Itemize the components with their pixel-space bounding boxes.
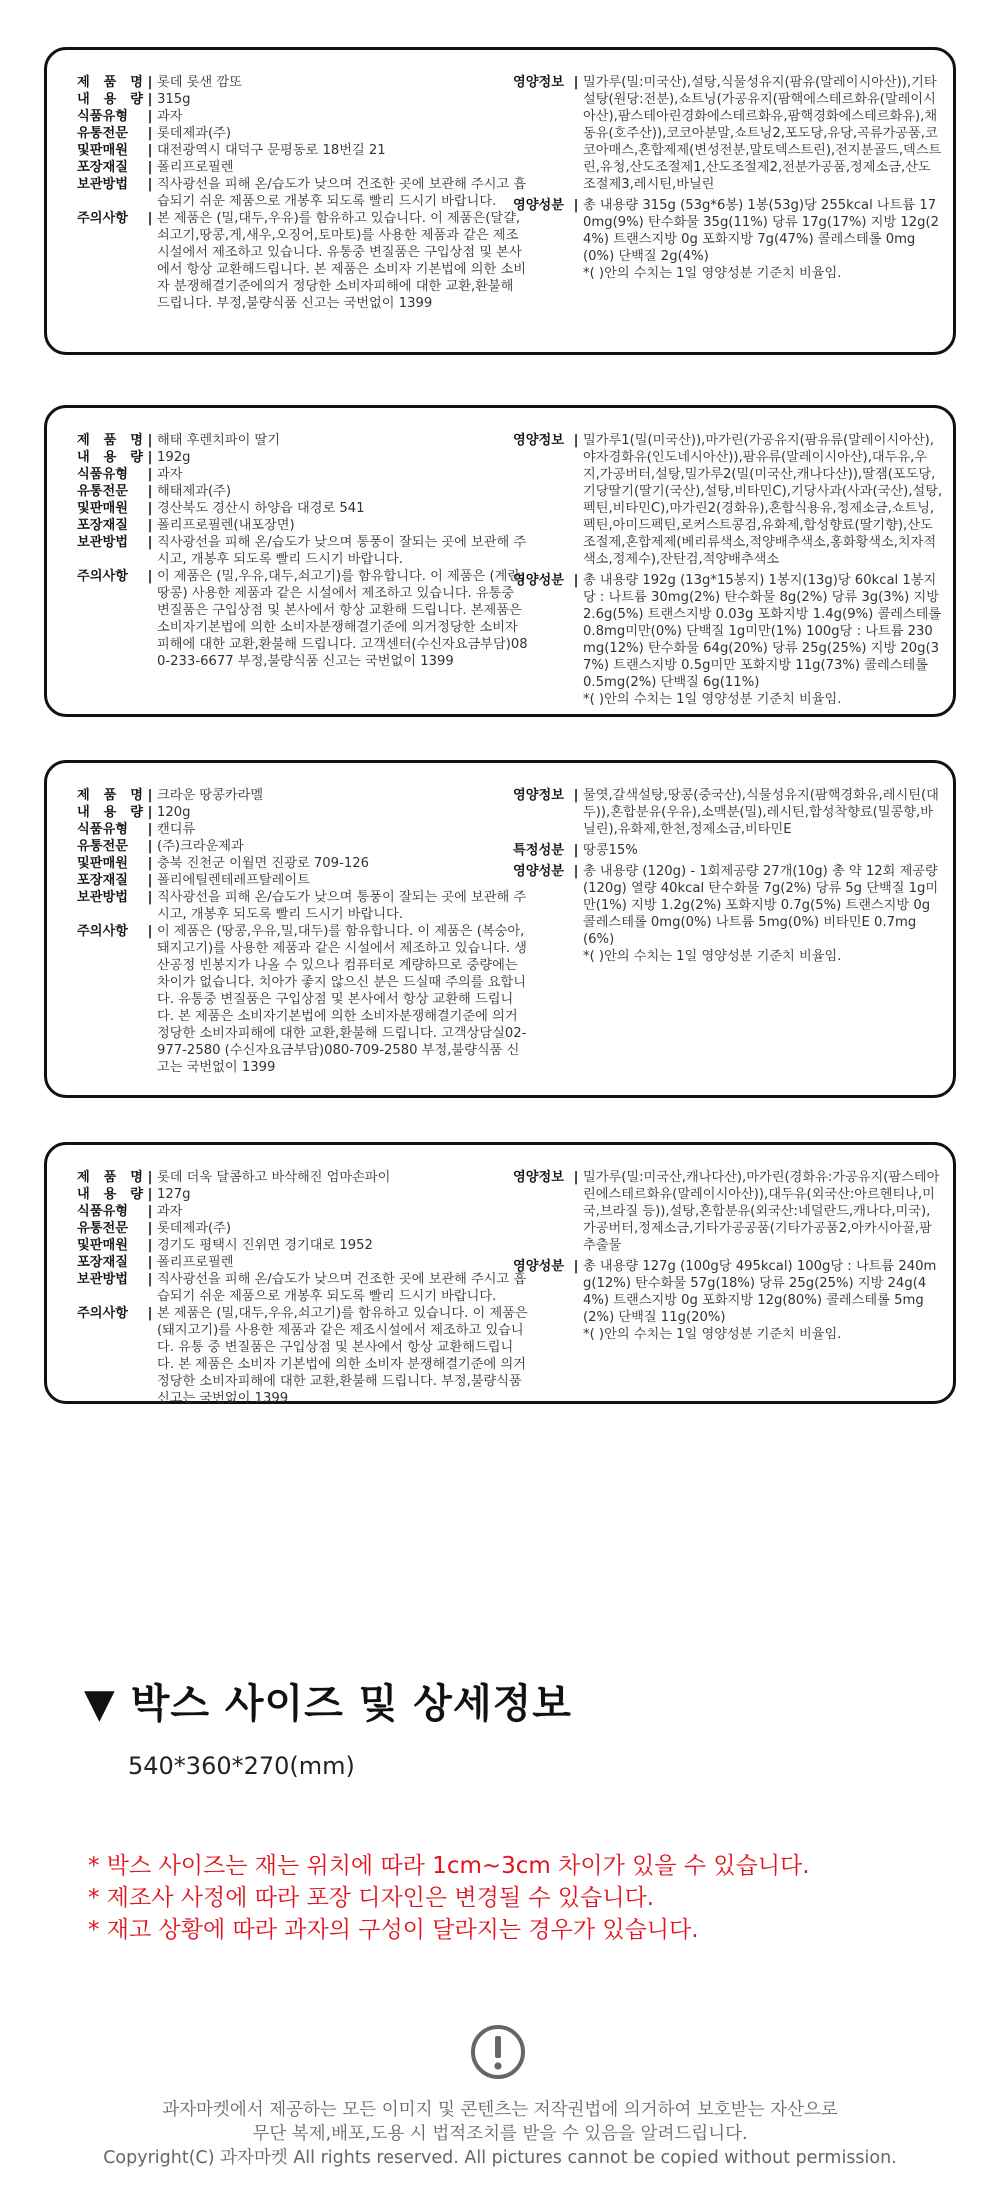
- info-value: 본 제품은 (밀,대두,우유,쇠고기)를 함유하고 있습니다. 이 제품은 (돼지고기)를 사용한 제품과 같은 제조시설에서 제조하고 있습니다. 유통 중 변질품은 구입상점 및 본사에서 항상 교환해드립니다. 본 제품은 소비자 기본법에 의한 소비자 분쟁해결기준에 의거 정당한 소비자피해에 대한 교환,환불해 드립니다. 부정,불량식품신고는 국번없이 1399: [157, 1306, 528, 1406]
- info-row: [77, 889, 529, 923]
- info-label: 주의사항: [77, 1306, 128, 1321]
- info-row: [513, 265, 943, 282]
- info-row: [77, 210, 529, 312]
- info-label: 제 품 명: [77, 75, 143, 90]
- info-row: [77, 517, 529, 534]
- label-divider: [569, 1326, 583, 1343]
- info-value: 127g: [157, 1187, 191, 1202]
- info-row: [77, 500, 529, 517]
- info-label: 식품유형: [77, 822, 128, 837]
- info-value: 대전광역시 대덕구 문평동로 18번길 21: [157, 143, 386, 158]
- info-label: 주의사항: [77, 924, 128, 939]
- info-row: [77, 108, 529, 125]
- info-label: 보관방법: [77, 890, 128, 905]
- label-divider: |: [147, 856, 153, 871]
- info-value: 과자: [157, 1204, 183, 1219]
- info-value: 본 제품은 (밀,대두,우유)를 함유하고 있습니다. 이 제품은(달걀,쇠고기,땅콩,게,새우,오징어,토마토)를 사용한 제품과 같은 제조시설에서 제조하고 있습니다. 유통중 변질품은 구입상점 및 본사에서 항상 교환해드립니다. 본 제품은 소비자 기본법에 의한 소비자 분쟁해결기준에의거 정당한 소비자피해에 대한 교환,환불해 드립니다. 부정,불량식품 신고는 국번없이 1399: [157, 211, 526, 311]
- copyright-line: 과자마켓에서 제공하는 모든 이미지 및 콘텐츠는 저작권법에 의거하여 보호받는 자산으로: [162, 2100, 838, 2120]
- label-divider: |: [147, 535, 153, 550]
- label-divider: |: [147, 839, 153, 854]
- info-value: 이 제품은 (땅콩,우유,밀,대두)를 함유합니다. 이 제품은 (복숭아,돼지고기)를 사용한 제품과 같은 시설에서 제조하고 있습니다. 생산공정 빈봉지가 나올 수 있으나 컴퓨터로 계량하므로 중량에는 차이가 없습니다. 치아가 좋지 않으신 분은 드실때 주의를 요합니다. 유통중 변질품은 구입상점 및 본사에서 항상 교환해 드립니다. 본 제품은 소비자기본법에 의한 소비자분쟁해결기준에 의거 정당한 소비자피해에 대한 교환,환불해 드립니다. 고객상담실02-977-2580 (수신자요금부담)080-709-2580 부정,불량식품 신고는 국번없이 1399: [157, 924, 527, 1075]
- info-label: 제 품 명: [77, 788, 143, 803]
- info-value: 밀가루(밀:미국산,캐나다산),마가린(경화유:가공유지(팜스테아린에스테르화유(말레이시아산)),대두유(외국산:아르헨티나,미국,브라질 등)),설탕,혼합분유(외국산:네덜란드,캐나다,미국),가공버터,정제소금,기타가공공품(기타가공품2,아카시아꿀,팜추출물: [583, 1170, 940, 1253]
- label-divider: |: [573, 843, 579, 858]
- info-label: 영양정보: [513, 433, 564, 448]
- label-divider: |: [147, 1306, 153, 1321]
- info-label: 내 용 량: [77, 92, 143, 107]
- info-label: 포장재질: [77, 160, 128, 175]
- label-divider: |: [147, 1204, 153, 1219]
- info-row: [77, 872, 529, 889]
- notice-list: [88, 1850, 810, 1946]
- info-value: 192g: [157, 450, 191, 465]
- label-divider: |: [573, 1259, 579, 1274]
- info-value: 폴리프로필렌: [157, 160, 234, 175]
- label-divider: |: [147, 1238, 153, 1253]
- info-label: 및판매원: [77, 143, 128, 158]
- info-label: [513, 948, 569, 965]
- label-divider: |: [147, 518, 153, 533]
- notice-item: * 박스 사이즈는 재는 위치에 따라 1cm~3cm 차이가 있을 수 있습니다.: [88, 1853, 810, 1879]
- label-divider: [569, 691, 583, 708]
- product-info-column: [77, 74, 529, 312]
- label-divider: |: [147, 160, 153, 175]
- info-value: *( )안의 수치는 1일 영양성분 기준치 비율임.: [583, 266, 842, 281]
- info-row: [77, 1271, 529, 1305]
- info-row: [513, 197, 943, 265]
- nutrition-info-column: [513, 787, 943, 965]
- label-divider: |: [573, 788, 579, 803]
- info-row: [513, 948, 943, 965]
- box-size-value: 540*360*270(mm): [128, 1752, 355, 1780]
- info-value: 315g: [157, 92, 191, 107]
- info-label: 및판매원: [77, 501, 128, 516]
- info-label: 보관방법: [77, 535, 128, 550]
- label-divider: |: [147, 177, 153, 192]
- label-divider: |: [147, 569, 153, 584]
- info-value: 과자: [157, 109, 183, 124]
- info-value: 캔디류: [157, 822, 196, 837]
- info-row: [77, 74, 529, 91]
- info-row: [77, 568, 529, 670]
- info-value: 총 내용량 192g (13g*15봉지) 1봉지(13g)당 60kcal 1봉지당 : 나트륨 30mg(2%) 탄수화물 8g(2%) 당류 3g(3%) 지방 2.6g(5%) 트랜스지방 0.03g 포화지방 1.4g(9%) 콜레스테롤 0.8mg미만(0%) 단백질 1g미만(1%) 100g당 : 나트륨 230mg(12%) 탄수화물 64g(20%) 당류 25g(25%) 지방 20g(37%) 트랜스지방 0.5g미만 포화지방 11g(73%) 콜레스테롤 0.5mg(2%) 단백질 6g(11%): [583, 573, 942, 690]
- info-value: 총 내용량 127g (100g당 495kcal) 100g당 : 나트륨 240mg(12%) 탄수화물 57g(18%) 당류 25g(25%) 지방 24g(44%) 트랜스지방 0g 포화지방 12g(80%) 콜레스테롤 5mg(2%) 단백질 11g(20%): [583, 1259, 937, 1325]
- info-row: [77, 821, 529, 838]
- info-value: 직사광선을 피해 온/습도가 낮으며 통풍이 잘되는 곳에 보관해 주시고, 개봉후 되도록 빨리 드시기 바랍니다.: [157, 535, 527, 567]
- copyright-notice: [0, 2098, 1000, 2170]
- info-row: [513, 572, 943, 691]
- info-label: 포장재질: [77, 518, 128, 533]
- nutrition-info-column: [513, 432, 943, 708]
- info-value: 밀가루(밀:미국산),설탕,식물성유지(팜유(말레이시아산)),기타설탕(원당:전분),쇼트닝(가공유지(팜핵에스테르화유(말레이시아산),팜스테아린경화에스테르화유,팜핵경화에스테르화유),채동유(호주산)),코코아분말,쇼트닝2,포도당,유당,곡류가공품,코코아매스,혼합제제(변성전분,말토덱스트린),전지분골드,덱스트린,유청,산도조절제1,산도조절제2,전분가공품,정제소금,산도조절제3,레시틴,바닐린: [583, 75, 942, 192]
- info-value: *( )안의 수치는 1일 영양성분 기준치 비율임.: [583, 949, 842, 964]
- info-value: 직사광선을 피해 온/습도가 낮으며 통풍이 잘되는 곳에 보관해 주시고, 개봉후 되도록 빨리 드시기 바랍니다.: [157, 890, 527, 922]
- label-divider: |: [147, 805, 153, 820]
- info-row: [77, 804, 529, 821]
- label-divider: [569, 265, 583, 282]
- label-divider: |: [147, 484, 153, 499]
- info-row: [77, 91, 529, 108]
- info-row: [77, 1237, 529, 1254]
- info-label: 식품유형: [77, 109, 128, 124]
- info-row: [77, 125, 529, 142]
- info-row: [513, 1169, 943, 1254]
- info-value: 해태제과(주): [157, 484, 231, 499]
- label-divider: |: [147, 211, 153, 226]
- info-label: 영양정보: [513, 1170, 564, 1185]
- label-divider: |: [147, 92, 153, 107]
- info-row: [77, 432, 529, 449]
- box-size-section-title: ▼ 박스 사이즈 및 상세정보: [84, 1681, 572, 1727]
- info-row: [77, 534, 529, 568]
- info-label: 포장재질: [77, 1255, 128, 1270]
- info-row: [77, 1186, 529, 1203]
- label-divider: |: [573, 573, 579, 588]
- info-label: 및판매원: [77, 856, 128, 871]
- info-row: [77, 1203, 529, 1220]
- info-value: 경산북도 경산시 하양읍 대경로 541: [157, 501, 365, 516]
- info-value: 롯데 더욱 달콤하고 바삭해진 엄마손파이: [157, 1170, 391, 1185]
- info-row: [513, 787, 943, 838]
- label-divider: |: [147, 109, 153, 124]
- info-row: [77, 1305, 529, 1407]
- info-label: 영양성분: [513, 864, 564, 879]
- info-label: 식품유형: [77, 467, 128, 482]
- info-label: 내 용 량: [77, 805, 143, 820]
- label-divider: |: [147, 467, 153, 482]
- nutrition-info-column: [513, 1169, 943, 1343]
- info-row: [513, 691, 943, 708]
- info-label: 보관방법: [77, 177, 128, 192]
- info-row: [513, 1326, 943, 1343]
- label-divider: |: [147, 822, 153, 837]
- info-value: 크라운 땅콩카라멜: [157, 788, 264, 803]
- info-label: 유통전문: [77, 484, 128, 499]
- info-value: 직사광선을 피해 온/습도가 낮으며 건조한 곳에 보관해 주시고 흡습되기 쉬운 제품으로 개봉후 되도록 빨리 드시기 바랍니다.: [157, 1272, 527, 1304]
- info-label: 제 품 명: [77, 1170, 143, 1185]
- info-row: [77, 855, 529, 872]
- info-row: [77, 483, 529, 500]
- info-label: 특정성분: [513, 843, 564, 858]
- label-divider: |: [147, 433, 153, 448]
- label-divider: |: [147, 75, 153, 90]
- nutrition-info-column: [513, 74, 943, 282]
- label-divider: |: [147, 126, 153, 141]
- product-info-column: [77, 787, 529, 1076]
- info-row: [77, 159, 529, 176]
- info-row: [77, 466, 529, 483]
- label-divider: |: [573, 75, 579, 90]
- label-divider: |: [573, 198, 579, 213]
- label-divider: [569, 948, 583, 965]
- label-divider: |: [147, 143, 153, 158]
- copyright-line: 무단 복제,배포,도용 시 법적조치를 받을 수 있음을 알려드립니다.: [252, 2124, 748, 2144]
- label-divider: |: [573, 433, 579, 448]
- product-card-4: [44, 1142, 956, 1404]
- info-value: 물엿,갈색설탕,땅콩(중국산),식물성유지(팜핵경화유,레시틴(대두)),혼합분유(우유),소맥분(밀),레시틴,합성착향료(밀콩향,바닐린),유화제,한천,정제소금,비타민E: [583, 788, 939, 837]
- label-divider: |: [147, 501, 153, 516]
- info-row: [77, 1169, 529, 1186]
- info-row: [77, 1254, 529, 1271]
- info-row: [77, 923, 529, 1076]
- info-value: 총 내용량 (120g) - 1회제공량 27개(10g) 총 약 12회 제공량 (120g) 열량 40kcal 탄수화물 7g(2%) 당류 5g 단백질 1g미만(1%) 지방 1.2g(2%) 포화지방 0.7g(5%) 트랜스지방 0g 콜레스테롤 0mg(0%) 나트륨 5mg(0%) 비타민E 0.7mg(6%): [583, 864, 939, 947]
- info-label: 제 품 명: [77, 433, 143, 448]
- info-label: 유통전문: [77, 839, 128, 854]
- info-row: [77, 176, 529, 210]
- info-value: (주)크라운제과: [157, 839, 244, 854]
- info-value: 충북 진천군 이월면 진광로 709-126: [157, 856, 369, 871]
- info-value: 경기도 평택시 진위면 경기대로 1952: [157, 1238, 373, 1253]
- product-info-column: [77, 1169, 529, 1407]
- info-value: 직사광선을 피해 온/습도가 낮으며 건조한 곳에 보관해 주시고 흡습되기 쉬운 제품으로 개봉후 되도록 빨리 드시기 바랍니다.: [157, 177, 527, 209]
- info-value: 120g: [157, 805, 191, 820]
- info-row: [77, 1220, 529, 1237]
- label-divider: |: [147, 1255, 153, 1270]
- label-divider: |: [147, 788, 153, 803]
- info-label: [513, 1326, 569, 1343]
- label-divider: |: [147, 450, 153, 465]
- notice-item: * 재고 상황에 따라 과자의 구성이 달라지는 경우가 있습니다.: [88, 1917, 699, 1943]
- info-row: [77, 838, 529, 855]
- label-divider: |: [147, 924, 153, 939]
- info-value: 폴리에틸렌테레프탈레이트: [157, 873, 310, 888]
- info-value: *( )안의 수치는 1일 영양성분 기준치 비율임.: [583, 692, 842, 707]
- info-label: [513, 691, 569, 708]
- info-label: 유통전문: [77, 1221, 128, 1236]
- info-value: 밀가루1(밀(미국산)),마가린(가공유지(팜유류(말레이시아산),야자경화유(인도네시아산)),팜유류(말레이시아산),대두유,우지,가공버터,설탕,밀가루2(밀(미국산,캐나다산)),딸잼(포도당,기당딸기(딸기(국산),설탕,비타민C),기당사과(사과(국산),설탕,펙틴,비타민C),마가린2(경화유),혼합식용유,정제소금,쇼트닝,펙틴,아미드펙틴,로커스트콩검,유화제,합성향료(딸기향),산도조절제,혼합제제(베리류색소,적양배추색소,홍화황색소,치자적색소,정제수),잔탄검,적양배추색소: [583, 433, 943, 567]
- info-value: 롯데제과(주): [157, 126, 231, 141]
- label-divider: |: [147, 1221, 153, 1236]
- info-label: 영양성분: [513, 198, 564, 213]
- info-row: [77, 449, 529, 466]
- label-divider: |: [147, 1170, 153, 1185]
- info-row: [513, 863, 943, 948]
- product-card-2: [44, 405, 956, 717]
- info-value: 해태 후렌치파이 딸기: [157, 433, 281, 448]
- notice-item: * 제조사 사정에 따라 포장 디자인은 변경될 수 있습니다.: [88, 1885, 655, 1911]
- product-info-column: [77, 432, 529, 670]
- info-label: 영양정보: [513, 75, 564, 90]
- info-label: 영양성분: [513, 1259, 564, 1274]
- info-value: 과자: [157, 467, 183, 482]
- label-divider: |: [573, 1170, 579, 1185]
- info-row: [513, 842, 943, 859]
- info-row: [77, 787, 529, 804]
- label-divider: |: [147, 890, 153, 905]
- info-label: [513, 265, 569, 282]
- info-label: 영양정보: [513, 788, 564, 803]
- label-divider: |: [573, 864, 579, 879]
- info-label: 식품유형: [77, 1204, 128, 1219]
- label-divider: |: [147, 1272, 153, 1287]
- copyright-line: Copyright(C) 과자마켓 All rights reserved. All pictures cannot be copied without permission.: [103, 2148, 897, 2168]
- info-row: [77, 142, 529, 159]
- info-label: 및판매원: [77, 1238, 128, 1253]
- info-row: [513, 1258, 943, 1326]
- info-row: [513, 74, 943, 193]
- info-value: 폴리프로필렌: [157, 1255, 234, 1270]
- label-divider: |: [147, 1187, 153, 1202]
- info-value: *( )안의 수치는 1일 영양성분 기준치 비율임.: [583, 1327, 842, 1342]
- info-value: 폴리프로필렌(내포장면): [157, 518, 295, 533]
- info-label: 주의사항: [77, 569, 128, 584]
- info-row: [513, 432, 943, 568]
- info-label: 영양성분: [513, 573, 564, 588]
- info-label: 포장재질: [77, 873, 128, 888]
- info-value: 롯데제과(주): [157, 1221, 231, 1236]
- info-label: 내 용 량: [77, 1187, 143, 1202]
- info-label: 보관방법: [77, 1272, 128, 1287]
- label-divider: |: [147, 873, 153, 888]
- info-value: 롯데 롯샌 깜또: [157, 75, 242, 90]
- product-card-1: [44, 47, 956, 355]
- info-label: 내 용 량: [77, 450, 143, 465]
- exclamation-circle-icon: [470, 2024, 526, 2080]
- info-label: 주의사항: [77, 211, 128, 226]
- info-value: 이 제품은 (밀,우유,대두,쇠고기)를 함유합니다. 이 제품은 (계란,땅콩) 사용한 제품과 같은 시설에서 제조하고 있습니다. 유통중 변질품은 구입상점 및 본사에서 항상 교환해 드립니다. 본제품은 소비자기본법에 의한 소비자분쟁해결기준에 의거정당한 소비자피해에 대한 교환,환불해 드립니다. 고객센터(수신자요금부담)080-233-6677 부정,불량식품 신고는 국번없이 1399: [157, 569, 528, 669]
- info-label: 유통전문: [77, 126, 128, 141]
- info-value: 총 내용량 315g (53g*6봉) 1봉(53g)당 255kcal 나트륨 170mg(9%) 탄수화물 35g(11%) 당류 17g(17%) 지방 12g(24%) 트랜스지방 0g 포화지방 7g(47%) 콜레스테롤 0mg(0%) 단백질 2g(4%): [583, 198, 940, 264]
- product-card-3: [44, 760, 956, 1098]
- info-value: 땅콩15%: [583, 843, 638, 858]
